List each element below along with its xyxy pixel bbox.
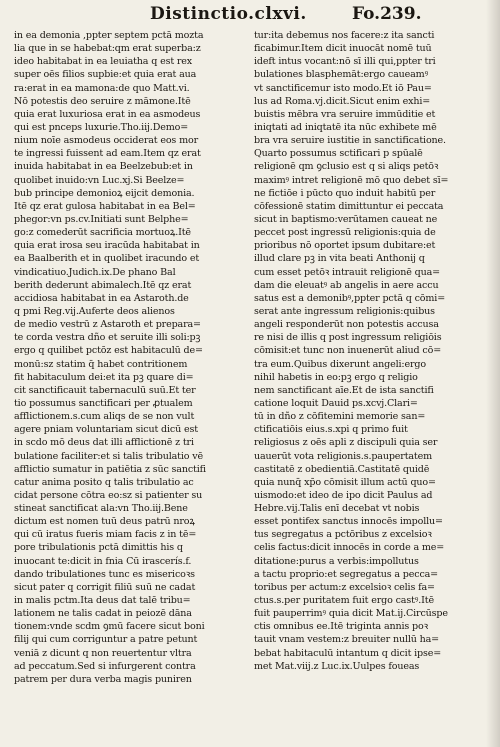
text-line: ctificatiōis eius.s.xpi q primo fuit — [254, 424, 408, 436]
text-line: buistis mēbra vra seruire immūditie et — [254, 108, 436, 120]
text-line: tū in dño z cōfitemini memorie san= — [254, 411, 426, 423]
text-line: qui est pnceps luxurie.Tho.iij.Demo= — [14, 121, 189, 133]
text-line: te ingressi fuissent ad eam.Item qz erat — [14, 148, 201, 160]
text-line: lia que in se habebat:qm erat superba:z — [14, 43, 201, 55]
text-line: veniā z dicunt q non reuertentur vltra — [14, 647, 192, 659]
text-line: a tactu proprio:et segregatus a pecca= — [254, 568, 439, 580]
text-line: afflictio sumatur in patiētia z sūc sanctifi — [14, 463, 206, 475]
text-line: bulatione faciliter:et si talis tribulatio vē — [14, 450, 203, 462]
text-line: stineat sanctificat ala:vn Tho.iij.Bene — [14, 503, 188, 515]
text-line: in malis pctm.Ita deus dat talē tribu= — [14, 595, 191, 607]
text-line: agere pniam voluntariam sicut dicū est — [14, 424, 198, 436]
text-line: bub principe demonioꝝ eijcit demonia. — [14, 187, 195, 199]
text-line: religionē qm ꝯclusio est q si aliqs petōꝛ — [254, 161, 439, 173]
text-line: in ea demonia ,ppter septem pctā mozta — [14, 30, 204, 41]
text-line: fuit pauperrimꝰ quia dicit Mat.ij.Circūspe — [254, 608, 448, 620]
text-line: pore tribulationis pctā dimittis his q — [14, 542, 183, 554]
text-line: in scdo mō deus dat illi afflictionē z tri — [14, 437, 194, 449]
text-line: sicut in baptismo:verūtamen caueat ne — [254, 213, 438, 225]
text-line: ergo q quilibet pctōz est habitaculū de= — [14, 345, 203, 357]
text-line: cit sanctificauit tabernaculū suū.Et ter — [14, 384, 196, 396]
text-line: tio possumus sanctificari per ꝓtualem — [14, 397, 193, 409]
text-line: cum esset petōꝛ intrauit religionē qua= — [254, 266, 440, 278]
text-line: lationem ne talis cadat in peiozē dāna — [14, 608, 192, 620]
text-line: tur:ita debemus nos facere:z ita sancti — [254, 30, 435, 41]
text-line: ideo habitabat in ea leuiatha q est rex — [14, 56, 193, 68]
text-line: ficabimur.Item dicit inuocāt nomē tuū — [254, 43, 432, 55]
text-line: re nisi de illis q post ingressum religiōis — [254, 332, 442, 344]
text-line: tauit vnam vestem:z breuiter nullū ha= — [254, 634, 440, 646]
text-line: quia erat luxuriosa erat in ea asmodeus — [14, 108, 201, 120]
text-line: ctis omnibus ee.Itē triginta annis poꝛ — [254, 621, 428, 633]
text-line: quia nunq̄ xp̄o cōmisit illum actū quo= — [254, 476, 436, 488]
text-line: maximꝰ intret religionē mō quo debet sī= — [254, 174, 449, 186]
running-title: Distinctio.clxvi. — [150, 4, 307, 24]
text-line: go:z comederūt sacrificia mortuoꝝ.Itē — [14, 227, 191, 239]
text-line: bebat habitaculū intantum q dicit ipse= — [254, 647, 442, 659]
text-line: Itē qz erat gulosa habitabat in ea Bel= — [14, 200, 196, 212]
text-line: tra eum.Quibus dixerunt angeli:ergo — [254, 358, 426, 370]
text-line: vt sanctificemur isto modo.Et iō Pau= — [254, 82, 432, 94]
text-line: ditatione:purus a verbis:impollutus — [254, 555, 419, 567]
text-line: dictum est nomen tuū deus patrū nroꝝ — [14, 516, 195, 528]
text-line: uauerūt vota religionis.s.paupertatem — [254, 450, 433, 462]
text-line: q pmi Reg.vij.Auferte deos alienos — [14, 305, 175, 317]
text-line: ra:erat in ea mamona:de quo Matt.vi. — [14, 82, 190, 94]
text-line: super oēs filios supbie:et quia erat aua — [14, 69, 197, 81]
text-line: cidat persone cōtra eo:sz si patienter su — [14, 489, 203, 501]
text-line: esset pontifex sanctus innocēs impollu= — [254, 516, 443, 528]
text-line: sicut pater q corrigit filiū suū ne cadat — [14, 581, 196, 593]
text-line: ctus.s.per puritatem fuit ergo castꝰ.Itē — [254, 595, 434, 607]
text-line: castitatē z obedientiā.Castitatē quidē — [254, 463, 430, 475]
text-line: Hebre.vij.Talis enī decebat vt nobis — [254, 503, 420, 515]
text-line: dam die eleuatꝰ ab angelis in aere accu — [254, 279, 439, 291]
text-line: bra vra seruire iustitie in sanctificatione. — [254, 135, 446, 147]
text-line: vindicatiuo.Judich.ix.De phano Bal — [14, 266, 176, 278]
page-edge-shadow — [486, 0, 500, 747]
left-text-column — [14, 29, 244, 686]
text-line: uismodo:et ideo de ipo dicit Paulus ad — [254, 489, 433, 501]
text-line: tus segregatus a pctōribus z excelsioꝛ — [254, 529, 432, 541]
text-line: Nō potestis deo seruire z māmone.Itē — [14, 95, 191, 107]
text-line: de medio vestrū z Astaroth et prepara= — [14, 319, 201, 331]
text-line: phegor:vn ps.cv.Initiati sunt Belphe= — [14, 213, 189, 225]
right-text-column — [254, 29, 486, 673]
text-line: angeli responderūt non potestis accusa — [254, 319, 439, 331]
text-line: berith dederunt abimalech.Itē qz erat — [14, 279, 192, 291]
text-line: met Mat.viij.z Luc.ix.Uulpes foueas — [254, 660, 420, 672]
text-line: celis factus:dicit innocēs in corde a me= — [254, 542, 445, 554]
text-line: fit habitaculum dei:et ita pꝫ quare di= — [14, 371, 194, 383]
text-line: satus est a demonibꝰ,ppter pctā q cōmi= — [254, 292, 446, 304]
text-line: inuida habitabat in ea Beelzebub:et in — [14, 161, 193, 173]
text-line: catur anima posito q talis tribulatio ac — [14, 476, 194, 488]
text-line: iniqtati ad iniqtatē ita nūc exhibete mē — [254, 121, 437, 133]
text-line: quolibet inuido:vn Luc.xj.Si Beelze= — [14, 174, 185, 186]
text-line: ne fictiōe i pūcto quo induit habitū per — [254, 187, 436, 199]
text-line: Quarto possumus sctificari p spūalē — [254, 148, 423, 160]
text-line: afflictionem.s.cum aliqs de se non vult — [14, 411, 195, 423]
text-line: accidiosa habitabat in ea Astaroth.de — [14, 292, 189, 304]
text-line: quia erat irosa seu iracūda habitabat in — [14, 240, 200, 252]
text-line: cōfessionē statim dimittuntur ei peccata — [254, 200, 444, 212]
text-line: religiosus z oēs apli z discipuli quia ser — [254, 437, 438, 449]
text-line: ideft intus vocant:nō sī illi qui,ppter tri — [254, 56, 436, 68]
text-line: ad peccatum.Sed si infurgerent contra — [14, 660, 196, 672]
text-line: tionem:vnde scdm ꝯmū facere sicut boni — [14, 621, 205, 633]
text-line: cōmisit:et tunc non inuenerūt aliud cō= — [254, 345, 442, 357]
folio-number: Fo.239. — [352, 4, 422, 24]
text-line: serat ante ingressum religionis:quibus — [254, 305, 435, 317]
text-line: nem sanctificant aīe.Et de ista sanctifi — [254, 384, 434, 396]
text-line: ea Baalberith et in quolibet iracundo et — [14, 253, 200, 265]
text-line: peccet post ingressū religionis:quia de — [254, 227, 436, 239]
text-line: dando tribulationes tunc es misericoꝛs — [14, 568, 195, 580]
text-line: illud clare pꝫ in vita beati Anthonij q — [254, 253, 425, 265]
page-header — [0, 2, 500, 28]
text-line: prioribus nō oportet ipsum dubitare:et — [254, 240, 436, 252]
text-line: nihil habetis in eo:pꝫ ergo q religio — [254, 371, 418, 383]
text-line: bulationes blasphemāt:ergo caueamꝰ — [254, 69, 429, 81]
text-line: lus ad Roma.vj.dicit.Sicut enim exhi= — [254, 95, 431, 107]
text-line: filij qui cum corriguntur a patre petunt — [14, 634, 198, 646]
text-line: nium noīe asmodeus occiderat eos mor — [14, 135, 198, 147]
text-line: patrem per dura verba magis puniren — [14, 673, 192, 685]
text-line: inuocant te:dicit in fnia Cū irascerís.f. — [14, 555, 192, 567]
text-line: toribus per actum:z excelsioꝛ celis fa= — [254, 581, 435, 593]
text-line: te corda vestra dño et seruite illi soli:pꝫ — [14, 332, 201, 344]
text-line: catione loquit Dauid ps.xcvj.Clari= — [254, 397, 418, 409]
text-line: qui cū iratus fueris miam facis z in tē= — [14, 529, 197, 541]
text-line: monū:sz statim q̄ habet contritionem — [14, 358, 188, 370]
